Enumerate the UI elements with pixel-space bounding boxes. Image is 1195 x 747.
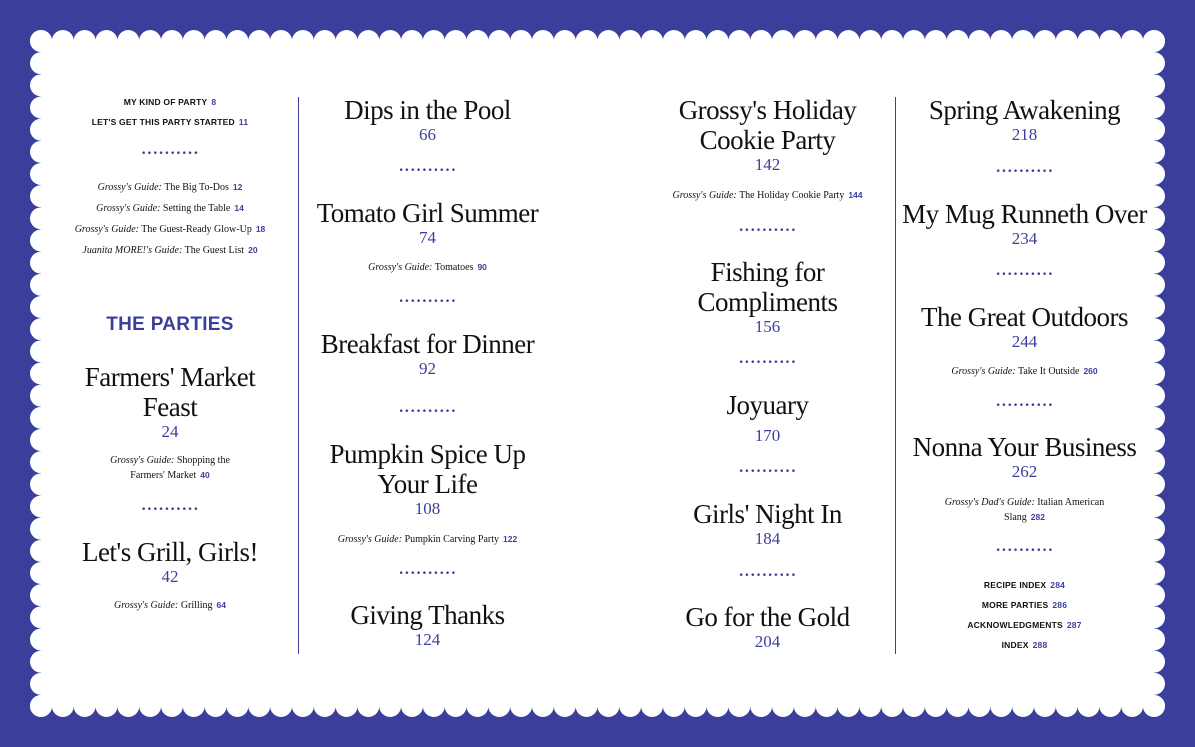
dot-divider: •••••••••• (738, 467, 797, 477)
toc-entry-party[interactable]: Grossy's Holiday Cookie Party 142 (678, 95, 857, 174)
dot-divider: •••••••••• (738, 226, 797, 236)
dot-divider: •••••••••• (738, 358, 797, 368)
dot-divider: •••••••••• (140, 149, 200, 159)
column-divider (895, 97, 896, 654)
toc-entry-party[interactable]: My Mug Runneth Over 234 (902, 199, 1147, 248)
toc-entry-party[interactable]: Pumpkin Spice Up Your Life 108 (329, 439, 526, 518)
toc-entry-party[interactable]: Go for the Gold 204 (685, 602, 850, 651)
dot-divider: •••••••••• (398, 407, 457, 417)
toc-guide-entry[interactable]: Grossy's Guide: The Holiday Cookie Party 144 (672, 190, 863, 201)
section-heading: THE PARTIES (106, 314, 234, 335)
toc-entry-party[interactable]: Nonna Your Business 262 (912, 432, 1137, 481)
dot-divider: •••••••••• (738, 571, 797, 581)
dot-divider: •••••••••• (398, 166, 457, 176)
toc-guide-entry[interactable]: Juanita MORE!'s Guide: The Guest List 20 (82, 245, 258, 256)
toc-entry-party[interactable]: Breakfast for Dinner 92 (320, 329, 535, 378)
toc-entry-back-matter[interactable]: INDEX 288 (1001, 640, 1048, 650)
toc-entry-party[interactable]: Girls' Night In 184 (693, 499, 842, 548)
toc-guide-entry[interactable]: Grossy's Guide: Shopping the Farmers' Market 40 (110, 455, 230, 481)
toc-entry-front-matter[interactable]: MY KIND OF PARTY 8 (123, 97, 217, 107)
toc-entry-back-matter[interactable]: MORE PARTIES 286 (981, 600, 1068, 610)
dot-divider: •••••••••• (398, 569, 457, 579)
toc-guide-entry[interactable]: Grossy's Guide: The Big To-Dos 12 (97, 182, 243, 193)
dot-divider: •••••••••• (995, 270, 1054, 280)
dot-divider: •••••••••• (140, 505, 200, 515)
toc-entry-party[interactable]: Farmers' Market Feast 24 (84, 362, 256, 441)
dot-divider: •••••••••• (398, 297, 457, 307)
toc-entry-party[interactable]: Dips in the Pool 66 (344, 95, 511, 144)
toc-entry-back-matter[interactable]: ACKNOWLEDGMENTS 287 (967, 620, 1082, 630)
toc-guide-entry[interactable]: Grossy's Guide: The Guest-Ready Glow-Up 18 (74, 224, 266, 235)
toc-entry-party[interactable]: Giving Thanks 124 (350, 600, 505, 649)
dot-divider: •••••••••• (995, 546, 1054, 556)
toc-entry-party[interactable]: Tomato Girl Summer 74 (316, 198, 539, 247)
toc-guide-entry[interactable]: Grossy's Guide: Setting the Table 14 (96, 203, 244, 214)
dot-divider: •••••••••• (995, 167, 1054, 177)
toc-entry-front-matter[interactable]: LET'S GET THIS PARTY STARTED 11 (91, 117, 249, 127)
toc-entry-back-matter[interactable]: RECIPE INDEX 284 (983, 580, 1066, 590)
toc-guide-entry[interactable]: Grossy's Guide: Take It Outside 260 (951, 366, 1098, 377)
toc-guide-entry[interactable]: Grossy's Guide: Grilling 64 (114, 600, 226, 611)
toc-entry-party[interactable]: Fishing for Compliments 156 (697, 257, 838, 336)
toc-guide-entry[interactable]: Grossy's Guide: Tomatoes 90 (368, 262, 487, 273)
dot-divider: •••••••••• (995, 401, 1054, 411)
toc-entry-party[interactable]: Let's Grill, Girls! 42 (81, 537, 259, 586)
toc-entry-party[interactable]: Joyuary 170 (726, 390, 809, 445)
toc-entry-party[interactable]: Spring Awakening 218 (928, 95, 1121, 144)
toc-guide-entry[interactable]: Grossy's Guide: Pumpkin Carving Party 122 (337, 534, 518, 545)
toc-guide-entry[interactable]: Grossy's Dad's Guide: Italian American Slang 282 (944, 497, 1105, 523)
toc-entry-party[interactable]: The Great Outdoors 244 (921, 302, 1128, 351)
